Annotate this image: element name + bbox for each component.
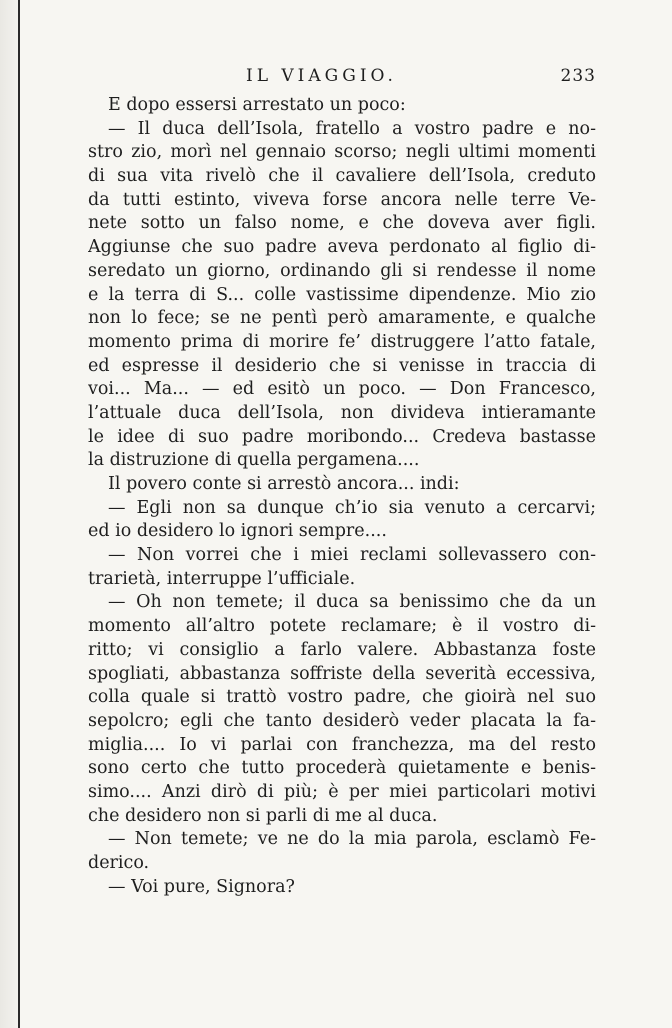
text-line: — Oh non temete; il duca sa benissimo che da un <box>108 592 596 613</box>
text-line: Aggiunse che suo padre aveva perdonato al figlio di- <box>88 237 596 258</box>
text-line: momento prima di morire fe’ distruggere l’atto fatale, <box>88 331 596 352</box>
text-line: stro zio, morì nel gennaio scorso; negli ultimi momenti <box>88 142 596 163</box>
text-line: — Non vorrei che i miei reclami sollevassero con- <box>108 545 596 566</box>
body-text <box>88 94 596 899</box>
text-line: simo.... Anzi dirò di più; è per miei particolari motivi <box>88 781 596 802</box>
text-line: da tutti estinto, viveva forse ancora nelle terre Ve- <box>88 189 596 210</box>
text-line: di sua vita rivelò che il cavaliere dell’Isola, creduto <box>88 166 596 187</box>
text-line: Il povero conte si arrestò ancora... indi: <box>108 474 460 494</box>
text-line: le idee di suo padre moribondo... Credeva bastasse <box>88 426 596 447</box>
text-line: seredato un giorno, ordinando gli si rendesse il nome <box>88 260 596 281</box>
text-line: sono certo che tutto procederà quietamente e benis- <box>88 758 596 779</box>
text-line: voi... Ma... — ed esitò un poco. — Don Francesco, <box>88 379 596 400</box>
text-line: sepolcro; egli che tanto desiderò veder placata la fa- <box>88 710 596 731</box>
text-line: — Non temete; ve ne do la mia parola, esclamò Fe- <box>108 829 596 850</box>
running-head <box>0 66 672 90</box>
text-line: non lo fece; se ne pentì però amaramente, e qualche <box>88 308 596 329</box>
text-line: nete sotto un falso nome, e che doveva aver figli. <box>88 213 596 234</box>
text-line: — Voi pure, Signora? <box>108 876 295 897</box>
text-line: colla quale si trattò vostro padre, che gioirà nel suo <box>88 687 596 708</box>
text-line: E dopo essersi arrestato un poco: <box>108 95 406 115</box>
page-edge-line <box>18 0 20 1028</box>
text-line: — Egli non sa dunque ch’io sia venuto a cercarvi; <box>108 497 596 518</box>
text-line: miglia.... Io vi parlai con franchezza, ma del resto <box>88 734 596 755</box>
text-line: derico. <box>88 853 150 873</box>
running-title: IL VIAGGIO. <box>246 66 397 86</box>
page-gutter <box>0 0 18 1028</box>
text-line: l’attuale duca dell’Isola, non divideva intieramante <box>88 402 596 423</box>
text-line: spogliati, abbastanza soffriste della severità eccessiva, <box>88 663 596 684</box>
text-line: e la terra di S... colle vastissime dipendenze. Mio zio <box>88 284 596 305</box>
text-line: trarietà, interruppe l’ufficiale. <box>88 568 356 589</box>
text-line: — Il duca dell’Isola, fratello a vostro padre e no- <box>108 118 596 139</box>
text-line: che desidero non si parli di me al duca. <box>88 805 438 826</box>
text-line: ed io desidero lo ignori sempre.... <box>88 521 387 542</box>
text-line: ritto; vi consiglio a farlo valere. Abbastanza foste <box>88 639 596 660</box>
text-line: ed espresse il desiderio che si venisse in traccia di <box>88 355 596 376</box>
page-number: 233 <box>560 66 596 86</box>
text-line: momento all’altro potete reclamare; è il vostro di- <box>88 616 596 637</box>
text-line: la distruzione di quella pergamena.... <box>88 450 420 471</box>
